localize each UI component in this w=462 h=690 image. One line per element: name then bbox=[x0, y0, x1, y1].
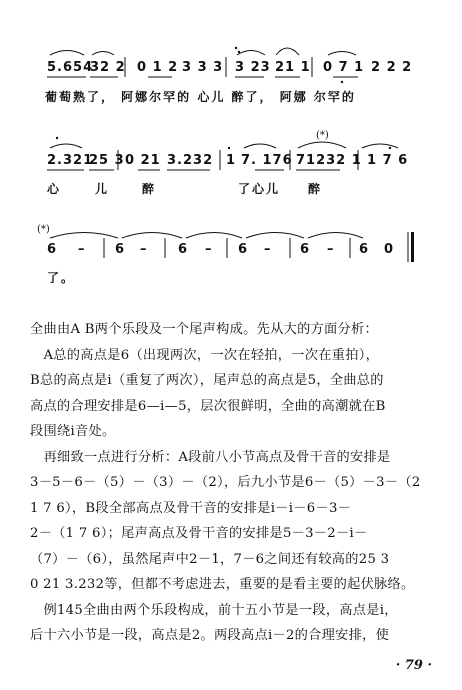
note-group: 2.321 bbox=[47, 153, 94, 168]
note: 6 bbox=[115, 242, 126, 257]
analysis-text bbox=[30, 317, 436, 649]
note: 6 bbox=[47, 242, 58, 257]
page-number: · 79 · bbox=[395, 658, 432, 673]
note-group: 32 2 bbox=[90, 60, 126, 75]
lyric-word: 儿 bbox=[95, 182, 110, 196]
lyric-word: 醉 bbox=[142, 182, 157, 196]
text-line: 例145全曲由两个乐段构成，前十五小节是一段，高点是i， bbox=[30, 602, 398, 618]
note-group: 1 bbox=[226, 153, 237, 168]
note: – bbox=[78, 242, 86, 257]
note-group: 71232 1 bbox=[296, 153, 362, 168]
note: 0 bbox=[384, 242, 395, 257]
note: – bbox=[264, 242, 272, 257]
note: 6 bbox=[178, 242, 189, 257]
text-line: 1 7 6），B段全部高点及骨干音的安排是i－i－6－3－ bbox=[30, 500, 352, 516]
note-group: 25 3 bbox=[89, 153, 125, 168]
text-line: （7）－（6），虽然尾声中2－1，7－6之间还有较高的25 3 bbox=[30, 551, 390, 567]
note-group: 2 2 2 bbox=[371, 60, 413, 75]
note: 6 bbox=[238, 242, 249, 257]
note-group: 0 7 1 bbox=[323, 60, 365, 75]
note: 6 bbox=[359, 242, 370, 257]
text-line: 0 21 3.232等，但都不考虑进去，重要的是看主要的起伏脉络。 bbox=[30, 577, 415, 592]
note: – bbox=[140, 242, 148, 257]
text-line: 高点的合理安排是6—i—5，层次很鲜明，全曲的高潮就在B bbox=[30, 398, 386, 414]
note-group: 3 23 bbox=[235, 60, 271, 75]
text-line: 全曲由A B两个乐段及一个尾声构成。先从大的方面分析： bbox=[30, 322, 379, 337]
lyric-word: 醉 bbox=[308, 182, 323, 196]
score-notation-marks bbox=[0, 0, 462, 300]
lyrics-line: 葡萄熟了， 阿娜尔罕的 心儿 醉了， 阿娜 尔罕的 bbox=[45, 90, 356, 104]
lyric-word: 了心儿 bbox=[238, 182, 281, 196]
note-group: 3.232 bbox=[167, 153, 214, 168]
note-group: 3 3 3 bbox=[182, 60, 224, 75]
text-line: 段围绕i音处。 bbox=[30, 424, 116, 439]
note: – bbox=[327, 242, 335, 257]
text-line: 再细致一点进行分析：A段前八小节高点及骨干音的安排是 bbox=[30, 449, 391, 465]
note-group: 5.654 bbox=[47, 60, 94, 75]
note-group: 21 1 bbox=[275, 60, 311, 75]
lyric-word: 心 bbox=[47, 182, 62, 196]
lyric-word: 了。 bbox=[47, 271, 76, 285]
text-line: 后十六小节是一段，高点是2。两段高点i－2的合理安排，使 bbox=[30, 628, 390, 643]
text-line: 2－（1 7 6）；尾声高点及骨干音的安排是5－3－2－i－ bbox=[30, 526, 368, 541]
text-line: B总的高点是i（重复了两次），尾声总的高点是5，全曲总的 bbox=[30, 373, 384, 388]
repeat-mark: (*) bbox=[37, 224, 50, 235]
note-group: 0 21 bbox=[125, 153, 161, 168]
note: 6 bbox=[300, 242, 311, 257]
text-line: 3－5－6－（5）－（3）－（2），后九小节是6－（5）－3－（2 bbox=[30, 475, 421, 490]
note-group: 0 1 2 bbox=[137, 60, 179, 75]
text-line: A总的高点是6（出现两次，一次在轻拍，一次在重拍）， bbox=[30, 347, 380, 363]
note-group: 7. 176 bbox=[241, 153, 293, 168]
note-group: 1 7 6 bbox=[367, 153, 409, 168]
note: – bbox=[205, 242, 213, 257]
repeat-mark: (*) bbox=[316, 130, 329, 141]
